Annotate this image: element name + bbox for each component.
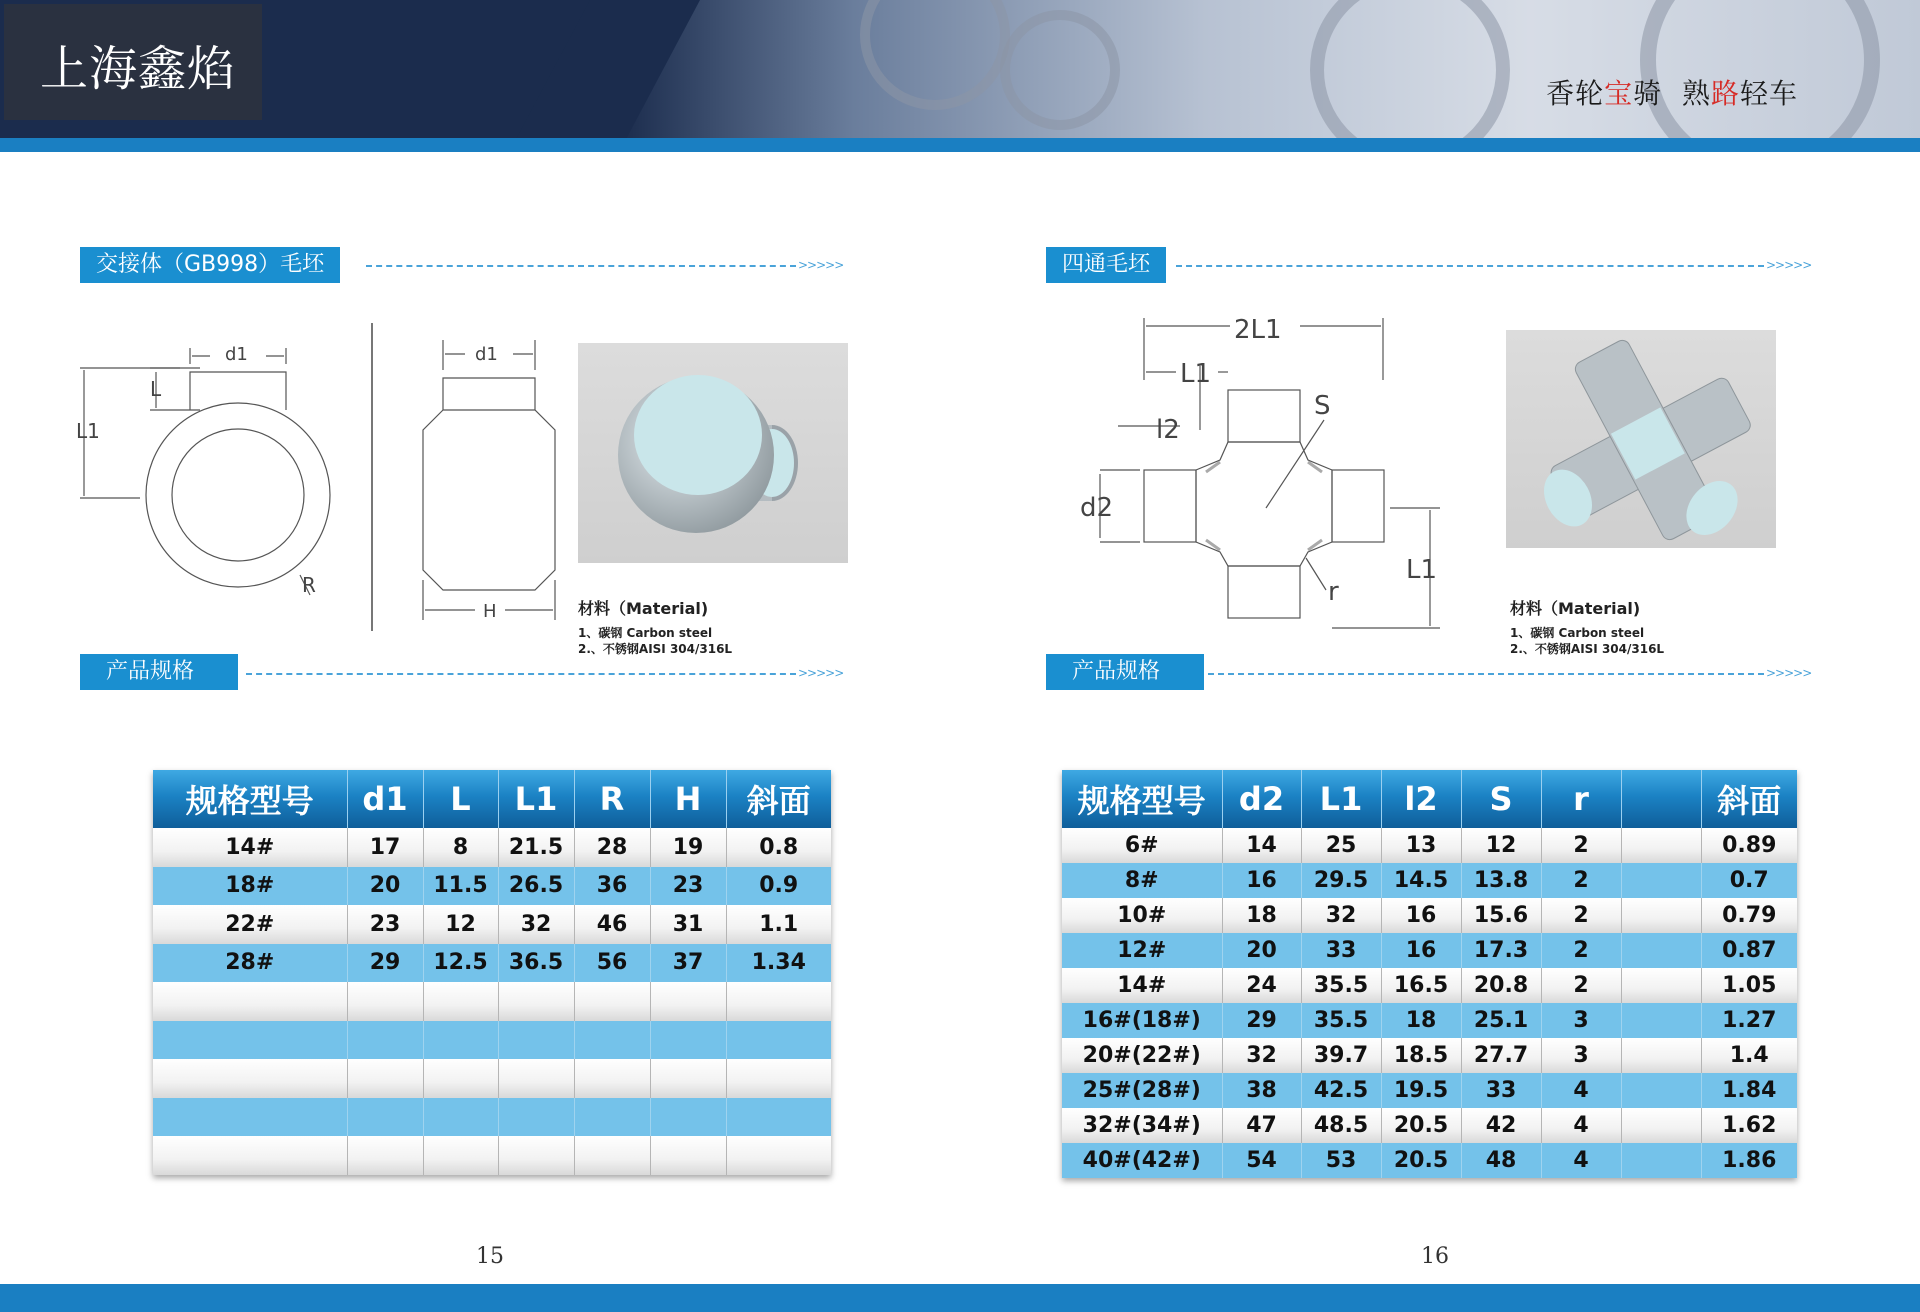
column-header: r xyxy=(1541,770,1621,828)
table-cell xyxy=(347,1136,423,1175)
column-header: L xyxy=(423,770,498,828)
dim-label: H xyxy=(483,601,497,622)
table-cell: 32#(34#) xyxy=(1062,1108,1222,1143)
table-cell: 0.79 xyxy=(1701,898,1797,933)
table-cell xyxy=(153,1136,347,1175)
table-cell xyxy=(1621,1108,1701,1143)
table-cell: 2 xyxy=(1541,898,1621,933)
dim-label: R xyxy=(302,573,316,597)
table-cell: 20 xyxy=(1222,933,1301,968)
material-item: 2.、不锈钢AISI 304/316L xyxy=(1510,642,1665,656)
table-cell xyxy=(153,1098,347,1137)
machine-wheel-graphic xyxy=(1640,0,1880,138)
table-row xyxy=(1062,933,1797,968)
cross-3d-render xyxy=(1506,330,1776,548)
table-cell: 1.4 xyxy=(1701,1038,1797,1073)
table-cell xyxy=(423,1098,498,1137)
table-row xyxy=(153,905,831,944)
dim-label: d2 xyxy=(1080,493,1114,523)
table-row xyxy=(1062,1003,1797,1038)
table-cell: 29 xyxy=(1222,1003,1301,1038)
table-cell: 10# xyxy=(1062,898,1222,933)
table-row xyxy=(153,867,831,906)
table-cell: 56 xyxy=(574,944,650,983)
dashed-divider xyxy=(246,673,796,675)
table-row xyxy=(1062,898,1797,933)
dashed-divider xyxy=(1208,673,1764,675)
material-title: 材料（Material) xyxy=(578,599,709,618)
table-cell: 25.1 xyxy=(1461,1003,1541,1038)
table-cell xyxy=(498,1059,574,1098)
spec-table-left xyxy=(153,770,831,1175)
table-row xyxy=(1062,1038,1797,1073)
junction-front-drawing xyxy=(70,320,390,640)
dim-label: 2L1 xyxy=(1234,315,1282,345)
table-cell: 14.5 xyxy=(1381,863,1461,898)
slogan-part: 轻车 xyxy=(1739,77,1798,110)
arrow-decoration: >>>>> xyxy=(1766,258,1812,272)
table-cell: 0.7 xyxy=(1701,863,1797,898)
table-cell xyxy=(726,1021,831,1060)
table-row xyxy=(153,1098,831,1137)
column-header: 规格型号 xyxy=(153,770,347,828)
table-cell: 1.05 xyxy=(1701,968,1797,1003)
table-cell xyxy=(1621,933,1701,968)
table-cell: 2 xyxy=(1541,828,1621,863)
table-row xyxy=(1062,1143,1797,1178)
table-cell xyxy=(423,1021,498,1060)
table-cell: 12 xyxy=(1461,828,1541,863)
table-cell: 19 xyxy=(650,828,726,867)
table-cell: 20.5 xyxy=(1381,1143,1461,1178)
table-cell xyxy=(726,1059,831,1098)
table-row xyxy=(153,944,831,983)
spec-title-right: 产品规格 xyxy=(1046,654,1204,690)
page-number-right: 16 xyxy=(1421,1244,1449,1269)
header-machinery-photo xyxy=(620,0,1920,138)
table-cell xyxy=(347,982,423,1021)
column-header: 规格型号 xyxy=(1062,770,1222,828)
dashed-divider xyxy=(366,265,796,267)
table-cell: 48.5 xyxy=(1301,1108,1381,1143)
table-row xyxy=(1062,828,1797,863)
table-cell: 8# xyxy=(1062,863,1222,898)
table-row xyxy=(1062,968,1797,1003)
table-cell: 25#(28#) xyxy=(1062,1073,1222,1108)
table-cell: 36 xyxy=(574,867,650,906)
table-cell xyxy=(650,982,726,1021)
table-cell xyxy=(153,1021,347,1060)
spec-title-left: 产品规格 xyxy=(80,654,238,690)
table-cell xyxy=(650,1136,726,1175)
table-cell: 15.6 xyxy=(1461,898,1541,933)
table-cell: 39.7 xyxy=(1301,1038,1381,1073)
table-cell: 11.5 xyxy=(423,867,498,906)
machine-wheel-graphic xyxy=(1310,0,1510,138)
column-header xyxy=(1621,770,1701,828)
table-cell: 1.34 xyxy=(726,944,831,983)
material-item: 1、碳钢 Carbon steel xyxy=(1510,626,1645,640)
table-cell: 3 xyxy=(1541,1038,1621,1073)
table-cell: 13 xyxy=(1381,828,1461,863)
table-cell: 6# xyxy=(1062,828,1222,863)
table-cell: 12.5 xyxy=(423,944,498,983)
table-cell: 54 xyxy=(1222,1143,1301,1178)
table-cell xyxy=(1621,898,1701,933)
table-cell: 14# xyxy=(153,828,347,867)
table-cell xyxy=(650,1059,726,1098)
table-row xyxy=(153,1059,831,1098)
table-cell: 18 xyxy=(1222,898,1301,933)
table-cell xyxy=(1621,828,1701,863)
table-row xyxy=(153,1021,831,1060)
table-cell: 33 xyxy=(1301,933,1381,968)
table-cell: 28 xyxy=(574,828,650,867)
table-cell: 2 xyxy=(1541,968,1621,1003)
page-number-left: 15 xyxy=(476,1244,504,1269)
slogan-part: 骑 熟 xyxy=(1633,77,1711,110)
column-header: S xyxy=(1461,770,1541,828)
table-cell: 16 xyxy=(1381,898,1461,933)
table-row xyxy=(1062,1108,1797,1143)
page-header xyxy=(0,0,1920,138)
table-cell: 24 xyxy=(1222,968,1301,1003)
table-cell xyxy=(1621,1038,1701,1073)
cross-3d-shape xyxy=(1506,330,1776,548)
cross-drawing xyxy=(1070,310,1440,640)
table-cell xyxy=(498,982,574,1021)
column-header: H xyxy=(650,770,726,828)
table-cell: 19.5 xyxy=(1381,1073,1461,1108)
dim-label: l2 xyxy=(1156,415,1180,445)
table-cell: 18.5 xyxy=(1381,1038,1461,1073)
table-cell xyxy=(574,1136,650,1175)
table-cell xyxy=(1621,1073,1701,1108)
table-cell: 21.5 xyxy=(498,828,574,867)
spec-table-right xyxy=(1062,770,1797,1178)
table-cell: 48 xyxy=(1461,1143,1541,1178)
table-row xyxy=(153,1136,831,1175)
table-cell: 1.62 xyxy=(1701,1108,1797,1143)
table-cell: 0.8 xyxy=(726,828,831,867)
table-cell: 26.5 xyxy=(498,867,574,906)
table-cell xyxy=(574,1098,650,1137)
table-cell xyxy=(726,1098,831,1137)
table-cell: 4 xyxy=(1541,1073,1621,1108)
table-cell: 14 xyxy=(1222,828,1301,863)
slogan-red-part: 路 xyxy=(1710,77,1740,110)
dim-label: d1 xyxy=(225,344,248,365)
table-cell xyxy=(347,1059,423,1098)
dim-label: d1 xyxy=(475,344,498,365)
table-cell: 35.5 xyxy=(1301,1003,1381,1038)
table-cell xyxy=(153,982,347,1021)
slogan-part: 香轮 xyxy=(1546,77,1605,110)
material-item: 2.、不锈钢AISI 304/316L xyxy=(578,642,733,656)
table-cell: 17 xyxy=(347,828,423,867)
material-title: 材料（Material) xyxy=(1510,599,1641,618)
arrow-decoration: >>>>> xyxy=(798,258,844,272)
table-cell: 14# xyxy=(1062,968,1222,1003)
junction-side-drawing xyxy=(405,330,580,630)
table-cell: 40#(42#) xyxy=(1062,1143,1222,1178)
table-cell: 2 xyxy=(1541,863,1621,898)
dim-label: L1 xyxy=(1180,359,1212,389)
column-header: d1 xyxy=(347,770,423,828)
junction-3d-render xyxy=(578,343,848,563)
table-cell: 4 xyxy=(1541,1108,1621,1143)
table-cell: 23 xyxy=(650,867,726,906)
table-cell xyxy=(1621,968,1701,1003)
table-cell xyxy=(423,982,498,1021)
table-cell: 20.5 xyxy=(1381,1108,1461,1143)
table-cell xyxy=(1621,1143,1701,1178)
column-header: L1 xyxy=(1301,770,1381,828)
column-header: R xyxy=(574,770,650,828)
table-cell: 35.5 xyxy=(1301,968,1381,1003)
table-row xyxy=(153,982,831,1021)
section-title-left: 交接体（GB998）毛坯 xyxy=(80,247,340,283)
table-cell: 18# xyxy=(153,867,347,906)
table-cell: 29 xyxy=(347,944,423,983)
table-cell: 0.89 xyxy=(1701,828,1797,863)
table-cell: 0.87 xyxy=(1701,933,1797,968)
table-cell xyxy=(650,1098,726,1137)
material-note-right xyxy=(1510,596,1664,657)
table-cell: 20#(22#) xyxy=(1062,1038,1222,1073)
table-cell: 38 xyxy=(1222,1073,1301,1108)
table-cell xyxy=(498,1098,574,1137)
table-cell: 1.84 xyxy=(1701,1073,1797,1108)
table-row xyxy=(153,828,831,867)
table-cell xyxy=(498,1136,574,1175)
column-header: l2 xyxy=(1381,770,1461,828)
table-cell: 31 xyxy=(650,905,726,944)
table-cell xyxy=(498,1021,574,1060)
table-cell: 12# xyxy=(1062,933,1222,968)
arrow-decoration: >>>>> xyxy=(798,666,844,680)
table-cell: 1.27 xyxy=(1701,1003,1797,1038)
table-cell: 18 xyxy=(1381,1003,1461,1038)
view-separator xyxy=(371,323,373,631)
table-cell: 25 xyxy=(1301,828,1381,863)
arrow-decoration: >>>>> xyxy=(1766,666,1812,680)
table-cell: 1.1 xyxy=(726,905,831,944)
table-cell: 53 xyxy=(1301,1143,1381,1178)
table-cell: 12 xyxy=(423,905,498,944)
table-cell: 16.5 xyxy=(1381,968,1461,1003)
table-cell xyxy=(650,1021,726,1060)
column-header: 斜面 xyxy=(1701,770,1797,828)
slogan-red-part: 宝 xyxy=(1604,77,1634,110)
table-cell: 27.7 xyxy=(1461,1038,1541,1073)
table-cell xyxy=(726,982,831,1021)
table-cell xyxy=(423,1059,498,1098)
table-cell: 47 xyxy=(1222,1108,1301,1143)
table-cell: 4 xyxy=(1541,1143,1621,1178)
slogan xyxy=(1546,72,1798,112)
table-cell: 36.5 xyxy=(498,944,574,983)
table-cell: 33 xyxy=(1461,1073,1541,1108)
table-cell xyxy=(153,1059,347,1098)
table-cell: 16#(18#) xyxy=(1062,1003,1222,1038)
table-cell: 29.5 xyxy=(1301,863,1381,898)
table-cell: 8 xyxy=(423,828,498,867)
machine-wheel-graphic xyxy=(1000,10,1120,130)
header-stripe xyxy=(0,138,1920,152)
table-cell: 42.5 xyxy=(1301,1073,1381,1108)
table-cell: 22# xyxy=(153,905,347,944)
table-cell xyxy=(423,1136,498,1175)
table-cell xyxy=(726,1136,831,1175)
table-cell: 0.9 xyxy=(726,867,831,906)
column-header: 斜面 xyxy=(726,770,831,828)
table-cell: 3 xyxy=(1541,1003,1621,1038)
table-cell xyxy=(1621,1003,1701,1038)
brand-name: 上海鑫焰 xyxy=(40,41,237,97)
table-cell: 16 xyxy=(1381,933,1461,968)
table-cell: 20.8 xyxy=(1461,968,1541,1003)
table-cell: 16 xyxy=(1222,863,1301,898)
dim-label: L1 xyxy=(76,419,100,443)
dim-label: L1 xyxy=(1406,555,1438,585)
dim-label: L xyxy=(150,377,162,401)
section-title-right: 四通毛坯 xyxy=(1046,247,1166,283)
table-cell: 17.3 xyxy=(1461,933,1541,968)
table-cell: 1.86 xyxy=(1701,1143,1797,1178)
column-header: d2 xyxy=(1222,770,1301,828)
table-cell: 32 xyxy=(1222,1038,1301,1073)
table-row xyxy=(1062,863,1797,898)
table-cell xyxy=(574,1021,650,1060)
table-cell: 32 xyxy=(1301,898,1381,933)
table-cell: 32 xyxy=(498,905,574,944)
table-cell: 23 xyxy=(347,905,423,944)
table-cell xyxy=(574,982,650,1021)
material-note-left xyxy=(578,596,732,657)
column-header: L1 xyxy=(498,770,574,828)
dashed-divider xyxy=(1176,265,1764,267)
table-cell xyxy=(347,1021,423,1060)
material-item: 1、碳钢 Carbon steel xyxy=(578,626,713,640)
table-cell xyxy=(1621,863,1701,898)
table-cell: 20 xyxy=(347,867,423,906)
junction-3d-shape xyxy=(578,343,848,563)
footer-bar xyxy=(0,1284,1920,1312)
table-cell xyxy=(347,1098,423,1137)
table-cell: 13.8 xyxy=(1461,863,1541,898)
table-row xyxy=(1062,1073,1797,1108)
machine-wheel-graphic xyxy=(860,0,1010,110)
table-cell: 28# xyxy=(153,944,347,983)
table-cell: 46 xyxy=(574,905,650,944)
table-cell: 2 xyxy=(1541,933,1621,968)
dim-label: r xyxy=(1328,577,1339,607)
table-cell: 37 xyxy=(650,944,726,983)
table-cell xyxy=(574,1059,650,1098)
table-cell: 42 xyxy=(1461,1108,1541,1143)
dim-label: S xyxy=(1314,391,1331,421)
